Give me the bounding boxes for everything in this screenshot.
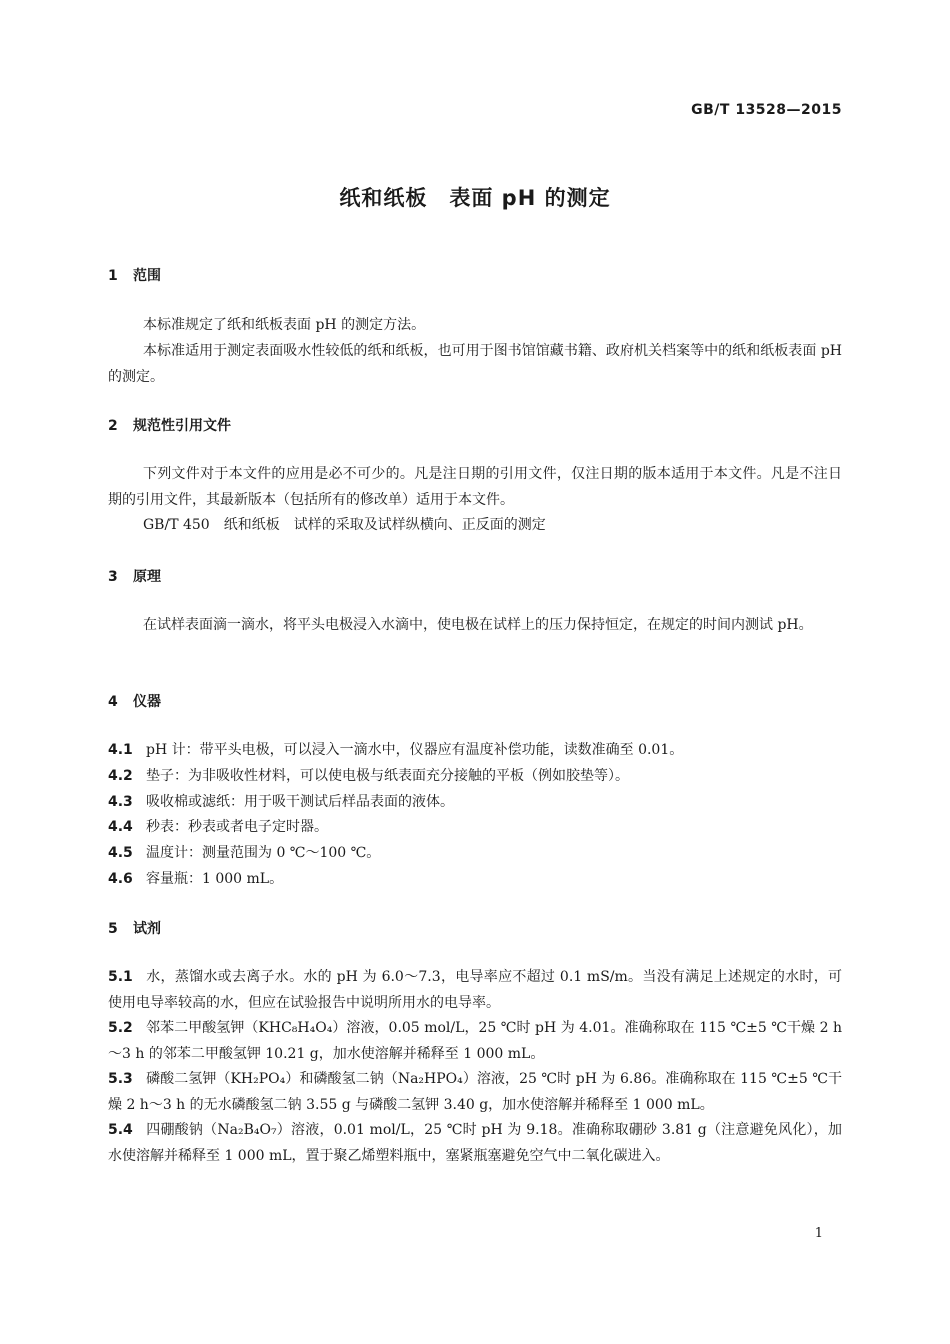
item-text: pH 计：带平头电极，可以浸入一滴水中，仪器应有温度补偿功能，读数准确至 0.01。	[146, 742, 684, 758]
list-item	[108, 1117, 842, 1169]
item-number: 4.6	[108, 871, 133, 887]
section-number: 4	[108, 694, 118, 710]
list-item	[108, 964, 842, 1016]
item-number: 4.1	[108, 742, 133, 758]
item-number: 5.4	[108, 1122, 133, 1138]
section-number: 2	[108, 418, 118, 434]
item-text: 秒表：秒表或者电子定时器。	[146, 819, 328, 835]
normative-reference: GB/T 450 纸和纸板 试样的采取及试样纵横向、正反面的测定	[143, 517, 546, 533]
section-heading	[108, 265, 161, 285]
paragraph: 在试样表面滴一滴水，将平头电极浸入水滴中，使电极在试样上的压力保持恒定，在规定的时间内测试 pH。	[143, 617, 813, 633]
section-heading	[108, 566, 161, 586]
item-text: 温度计：测量范围为 0 ℃～100 ℃。	[146, 845, 381, 861]
list-item	[108, 840, 842, 866]
item-number: 5.3	[108, 1071, 133, 1087]
item-text: 邻苯二甲酸氢钾（KHC₈H₄O₄）溶液，0.05 mol/L，25 ℃时 pH 为 4.01。准确称取在 115 ℃±5 ℃干燥 2 h～3 h 的邻苯二甲酸氢钾 10.21 g，加水使溶解并稀释至 1 000 mL。	[108, 1020, 842, 1062]
paragraph: 本标准适用于测定表面吸水性较低的纸和纸板，也可用于图书馆馆藏书籍、政府机关档案等中的纸和纸板表面 pH 的测定。	[108, 343, 842, 385]
section-number: 3	[108, 569, 118, 585]
list-item	[108, 814, 842, 840]
section-number: 5	[108, 921, 118, 937]
item-text: 吸收棉或滤纸：用于吸干测试后样品表面的液体。	[146, 794, 454, 810]
paragraph: 本标准规定了纸和纸板表面 pH 的测定方法。	[143, 317, 426, 333]
paragraph: 下列文件对于本文件的应用是必不可少的。凡是注日期的引用文件，仅注日期的版本适用于本文件。凡是不注日期的引用文件，其最新版本（包括所有的修改单）适用于本文件。	[108, 466, 842, 508]
section-title: 范围	[133, 268, 161, 284]
item-number: 4.3	[108, 794, 133, 810]
page-title: 纸和纸板 表面 pH 的测定	[339, 186, 611, 210]
list-item	[108, 1015, 842, 1067]
section-heading	[108, 918, 161, 938]
item-text: 四硼酸钠（Na₂B₄O₇）溶液，0.01 mol/L，25 ℃时 pH 为 9.18。准确称取硼砂 3.81 g（注意避免风化），加水使溶解并稀释至 1 000 mL，置于聚乙烯塑料瓶中，塞紧瓶塞避免空气中二氧化碳进入。	[108, 1122, 842, 1164]
list-item	[108, 1066, 842, 1118]
section-title: 原理	[133, 569, 161, 585]
section-heading	[108, 691, 161, 711]
section-title: 试剂	[133, 921, 161, 937]
item-number: 4.2	[108, 768, 133, 784]
item-text: 垫子：为非吸收性材料，可以使电极与纸表面充分接触的平板（例如胶垫等）。	[146, 768, 629, 784]
section-heading	[108, 415, 231, 435]
item-number: 4.5	[108, 845, 133, 861]
item-text: 容量瓶：1 000 mL。	[146, 871, 284, 887]
item-text: 水，蒸馏水或去离子水。水的 pH 为 6.0～7.3，电导率应不超过 0.1 mS/m。当没有满足上述规定的水时，可使用电导率较高的水，但应在试验报告中说明所用水的电导率。	[108, 969, 842, 1011]
list-item	[108, 866, 842, 892]
list-item	[108, 737, 842, 763]
list-item	[108, 763, 842, 789]
item-number: 5.1	[108, 969, 133, 985]
page-number: 1	[814, 1226, 823, 1241]
item-text: 磷酸二氢钾（KH₂PO₄）和磷酸氢二钠（Na₂HPO₄）溶液，25 ℃时 pH 为 6.86。准确称取在 115 ℃±5 ℃干燥 2 h～3 h 的无水磷酸氢二钠 3.55 g 与磷酸二氢钾 3.40 g，加水使溶解并稀释至 1 000 mL。	[108, 1071, 842, 1113]
section-number: 1	[108, 268, 118, 284]
list-item	[108, 789, 842, 815]
section-title: 规范性引用文件	[133, 418, 231, 434]
section-title: 仪器	[133, 694, 161, 710]
standard-code: GB/T 13528—2015	[691, 102, 842, 118]
item-number: 4.4	[108, 819, 133, 835]
item-number: 5.2	[108, 1020, 133, 1036]
